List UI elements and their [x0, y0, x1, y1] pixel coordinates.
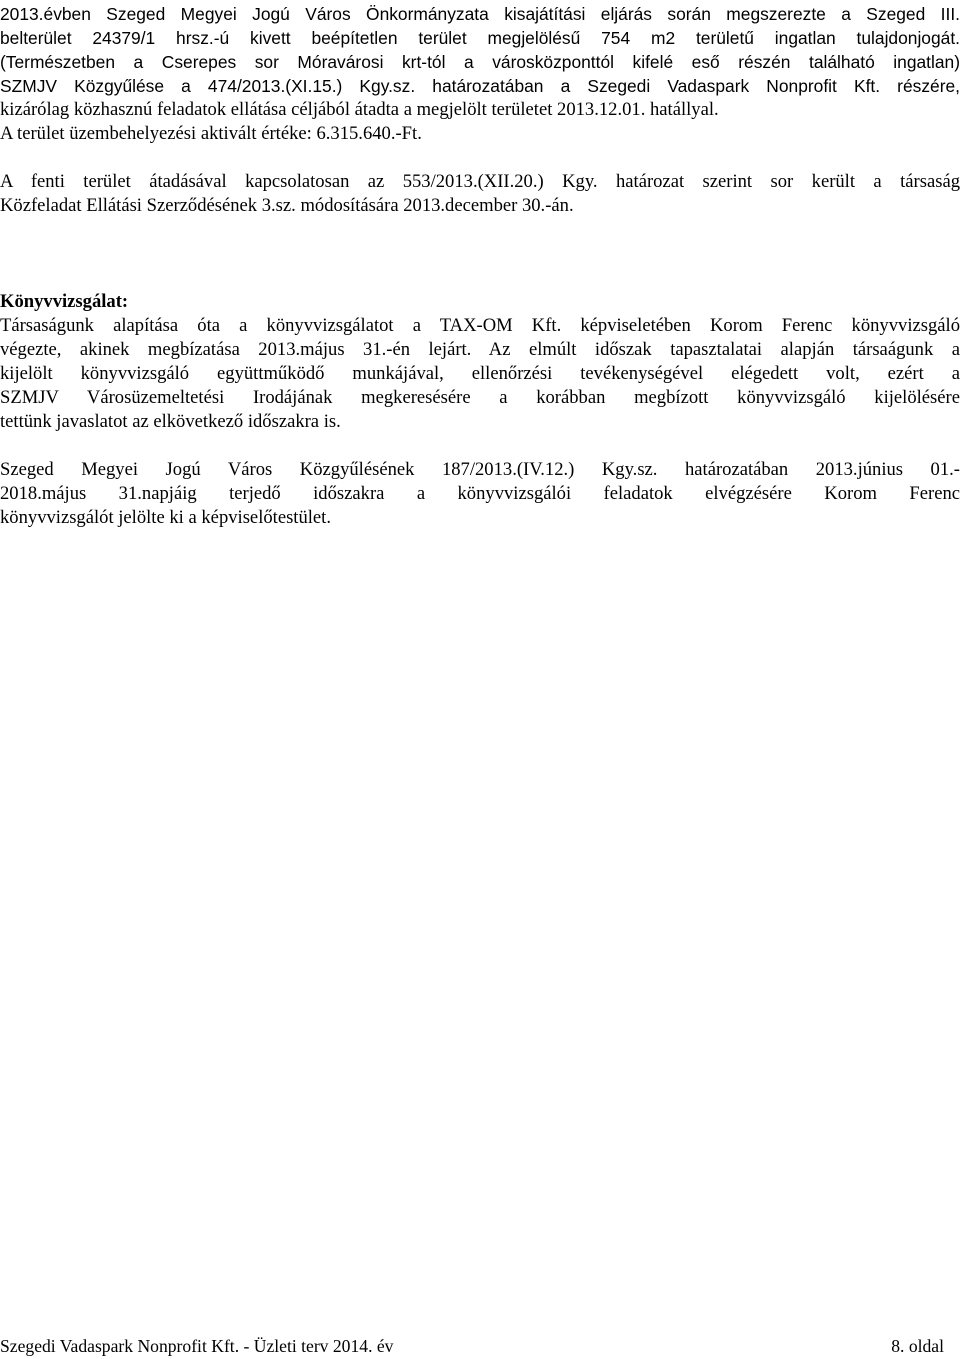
- audit-line-4: SZMJV Városüzemeltetési Irodájának megkeresésére a korábban megbízott könyvvizsgáló kijelölésére: [0, 387, 960, 408]
- audit-line-3: kijelölt könyvvizsgáló együttműködő munkájával, ellenőrzési tevékenységével elégedett volt, ezért a: [0, 363, 960, 384]
- page-number: 8. oldal: [891, 1336, 944, 1356]
- intro-line-3: (Természetben a Cserepes sor Móravárosi krt-tól a városközponttól kifelé eső részén található ingatlan): [0, 52, 960, 72]
- transfer-line-2: Közfeladat Ellátási Szerződésének 3.sz. módosítására 2013.december 30.-án.: [0, 195, 574, 216]
- decision-line-3: könyvvizsgálót jelölte ki a képviselőtestület.: [0, 507, 332, 528]
- footer-title: Szegedi Vadaspark Nonprofit Kft. - Üzleti terv 2014. év: [0, 1336, 394, 1356]
- intro-line-2: belterület 24379/1 hrsz.-ú kivett beépítetlen terület megjelölésű 754 m2 területű ingatlan tulajdonjogát.: [0, 28, 960, 48]
- audit-line-5: tettünk javaslatot az elkövetkező időszakra is.: [0, 411, 341, 432]
- decision-line-1: Szeged Megyei Jogú Város Közgyűlésének 187/2013.(IV.12.) Kgy.sz. határozatában 2013.június 01.-: [0, 459, 960, 480]
- audit-line-2: végezte, akinek megbízatása 2013.május 31.-én lejárt. Az elmúlt időszak tapasztalatai alapján társaágunk a: [0, 339, 960, 360]
- audit-heading: Könyvvizsgálat:: [0, 291, 129, 312]
- transfer-line-1: A fenti terület átadásával kapcsolatosan az 553/2013.(XII.20.) Kgy. határozat szerint sor került a társaság: [0, 171, 960, 192]
- intro-line-5: kizárólag közhasznú feladatok ellátása céljából átadta a megjelölt területet 2013.12.01. hatállyal.: [0, 99, 719, 120]
- intro-line-4: SZMJV Közgyűlése a 474/2013.(XI.15.) Kgy.sz. határozatában a Szegedi Vadaspark Nonprofit Kft. részére,: [0, 76, 960, 96]
- intro-line-6: A terület üzembehelyezési aktivált értéke: 6.315.640.-Ft.: [0, 123, 422, 144]
- audit-line-1: Társaságunk alapítása óta a könyvvizsgálatot a TAX-OM Kft. képviseletében Korom Ferenc könyvvizsgáló: [0, 315, 960, 336]
- decision-line-2: 2018.május 31.napjáig terjedő időszakra a könyvvizsgálói feladatok elvégzésére Korom Ferenc: [0, 483, 960, 504]
- intro-line-1: 2013.évben Szeged Megyei Jogú Város Önkormányzata kisajátítási eljárás során megszerezte a Szeged III.: [0, 4, 960, 24]
